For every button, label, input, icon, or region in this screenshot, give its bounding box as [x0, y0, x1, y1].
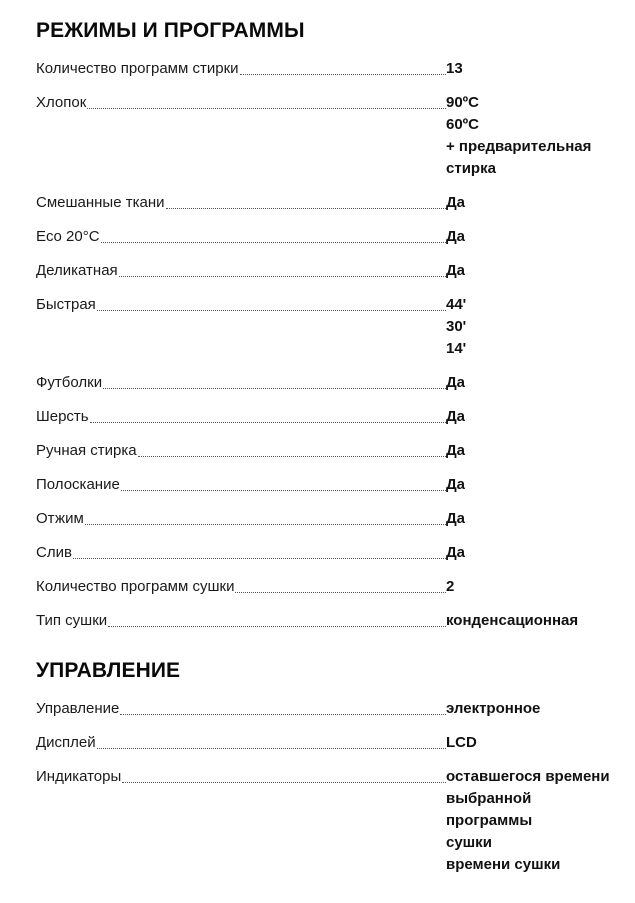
spec-row	[36, 294, 635, 360]
spec-values	[446, 610, 578, 632]
spec-label: Полоскание	[36, 476, 120, 493]
spec-label-wrap	[36, 610, 446, 632]
spec-value: LCD	[446, 734, 477, 751]
section-modes-programs	[36, 0, 635, 632]
spec-values	[446, 294, 466, 360]
spec-label-wrap	[36, 542, 446, 564]
spec-label: Футболки	[36, 374, 103, 391]
dotted-leader	[97, 732, 446, 749]
spec-row	[36, 406, 635, 428]
dotted-leader	[87, 92, 446, 109]
spec-row	[36, 474, 635, 496]
spec-label-wrap	[36, 474, 446, 496]
spec-value: 60ºC	[446, 116, 479, 133]
spec-label: Шерсть	[36, 408, 89, 425]
spec-value: Да	[446, 544, 466, 561]
spec-values	[446, 576, 454, 598]
spec-value: 90ºC	[446, 94, 479, 111]
dotted-leader	[235, 576, 446, 593]
spec-values	[446, 260, 465, 282]
spec-label-wrap	[36, 226, 446, 248]
spec-row	[36, 372, 635, 394]
spec-label: Тип сушки	[36, 612, 108, 629]
dotted-leader	[240, 58, 446, 75]
dotted-leader	[120, 698, 446, 715]
spec-row	[36, 260, 635, 282]
section-control	[36, 658, 635, 876]
spec-values	[446, 732, 477, 754]
section-title: УПРАВЛЕНИЕ	[36, 659, 181, 682]
spec-value: Да	[446, 374, 466, 391]
spec-label-wrap	[36, 406, 446, 428]
dotted-leader	[122, 766, 446, 783]
spec-label: Управление	[36, 700, 120, 717]
spec-row	[36, 732, 635, 754]
spec-value: Да	[446, 194, 466, 211]
spec-row	[36, 766, 635, 876]
spec-value: 30'	[446, 318, 467, 335]
spec-label: Хлопок	[36, 94, 87, 111]
spec-label-wrap	[36, 294, 446, 316]
spec-list	[36, 698, 635, 876]
dotted-leader	[103, 372, 446, 389]
spec-label-wrap	[36, 766, 446, 788]
spec-label: Ручная стирка	[36, 442, 137, 459]
spec-value: 2	[446, 578, 455, 595]
spec-row	[36, 508, 635, 530]
spec-values	[446, 192, 465, 214]
spec-values	[446, 542, 465, 564]
section-title: РЕЖИМЫ И ПРОГРАММЫ	[36, 19, 305, 42]
spec-values	[446, 474, 465, 496]
spec-label-wrap	[36, 92, 446, 114]
spec-values	[446, 372, 465, 394]
spec-value: Да	[446, 510, 466, 527]
spec-row	[36, 610, 635, 632]
spec-label-wrap	[36, 732, 446, 754]
spec-label: Индикаторы	[36, 768, 122, 785]
spec-label-wrap	[36, 372, 446, 394]
spec-row	[36, 440, 635, 462]
spec-values	[446, 698, 540, 720]
spec-values	[446, 58, 463, 80]
spec-value: выбранной	[446, 790, 532, 807]
spec-row	[36, 226, 635, 248]
spec-value: времени сушки	[446, 856, 561, 873]
spec-list	[36, 58, 635, 632]
spec-value: Да	[446, 476, 466, 493]
spec-value: конденсационная	[446, 612, 579, 629]
spec-label: Количество программ сушки	[36, 578, 235, 595]
spec-value: программы	[446, 812, 533, 829]
spec-values	[446, 440, 465, 462]
spec-label-wrap	[36, 698, 446, 720]
dotted-leader	[166, 192, 447, 209]
dotted-leader	[108, 610, 446, 627]
spec-label-wrap	[36, 576, 446, 598]
spec-label-wrap	[36, 58, 446, 80]
spec-values	[446, 92, 591, 180]
spec-value: Да	[446, 408, 466, 425]
dotted-leader	[85, 508, 446, 525]
spec-value: сушки	[446, 834, 492, 851]
spec-value: оставшегося времени	[446, 768, 610, 785]
spec-value: + предварительная	[446, 138, 592, 155]
spec-label-wrap	[36, 192, 446, 214]
spec-row	[36, 92, 635, 180]
spec-label: Дисплей	[36, 734, 96, 751]
spec-values	[446, 406, 465, 428]
spec-value: 44'	[446, 296, 467, 313]
dotted-leader	[121, 474, 446, 491]
spec-values	[446, 226, 465, 248]
dotted-leader	[138, 440, 446, 457]
spec-value: Да	[446, 442, 466, 459]
dotted-leader	[101, 226, 446, 243]
spec-value: 14'	[446, 340, 467, 357]
spec-row	[36, 698, 635, 720]
spec-value: электронное	[446, 700, 541, 717]
spec-label-wrap	[36, 260, 446, 282]
spec-values	[446, 508, 465, 530]
spec-label: Быстрая	[36, 296, 96, 313]
spec-row	[36, 58, 635, 80]
dotted-leader	[73, 542, 446, 559]
spec-row	[36, 542, 635, 564]
spec-label-wrap	[36, 440, 446, 462]
spec-label: Смешанные ткани	[36, 194, 165, 211]
spec-value: Да	[446, 228, 466, 245]
spec-value: стирка	[446, 160, 496, 177]
spec-label: Количество программ стирки	[36, 60, 239, 77]
spec-label: Слив	[36, 544, 72, 561]
dotted-leader	[90, 406, 446, 423]
dotted-leader	[119, 260, 446, 277]
spec-label: Деликатная	[36, 262, 118, 279]
spec-value: Да	[446, 262, 466, 279]
spec-value: 13	[446, 60, 463, 77]
spec-label-wrap	[36, 508, 446, 530]
spec-label: Отжим	[36, 510, 84, 527]
spec-label: Eco 20°C	[36, 228, 100, 245]
spec-values	[446, 766, 610, 876]
spec-row	[36, 576, 635, 598]
spec-row	[36, 192, 635, 214]
dotted-leader	[97, 294, 446, 311]
